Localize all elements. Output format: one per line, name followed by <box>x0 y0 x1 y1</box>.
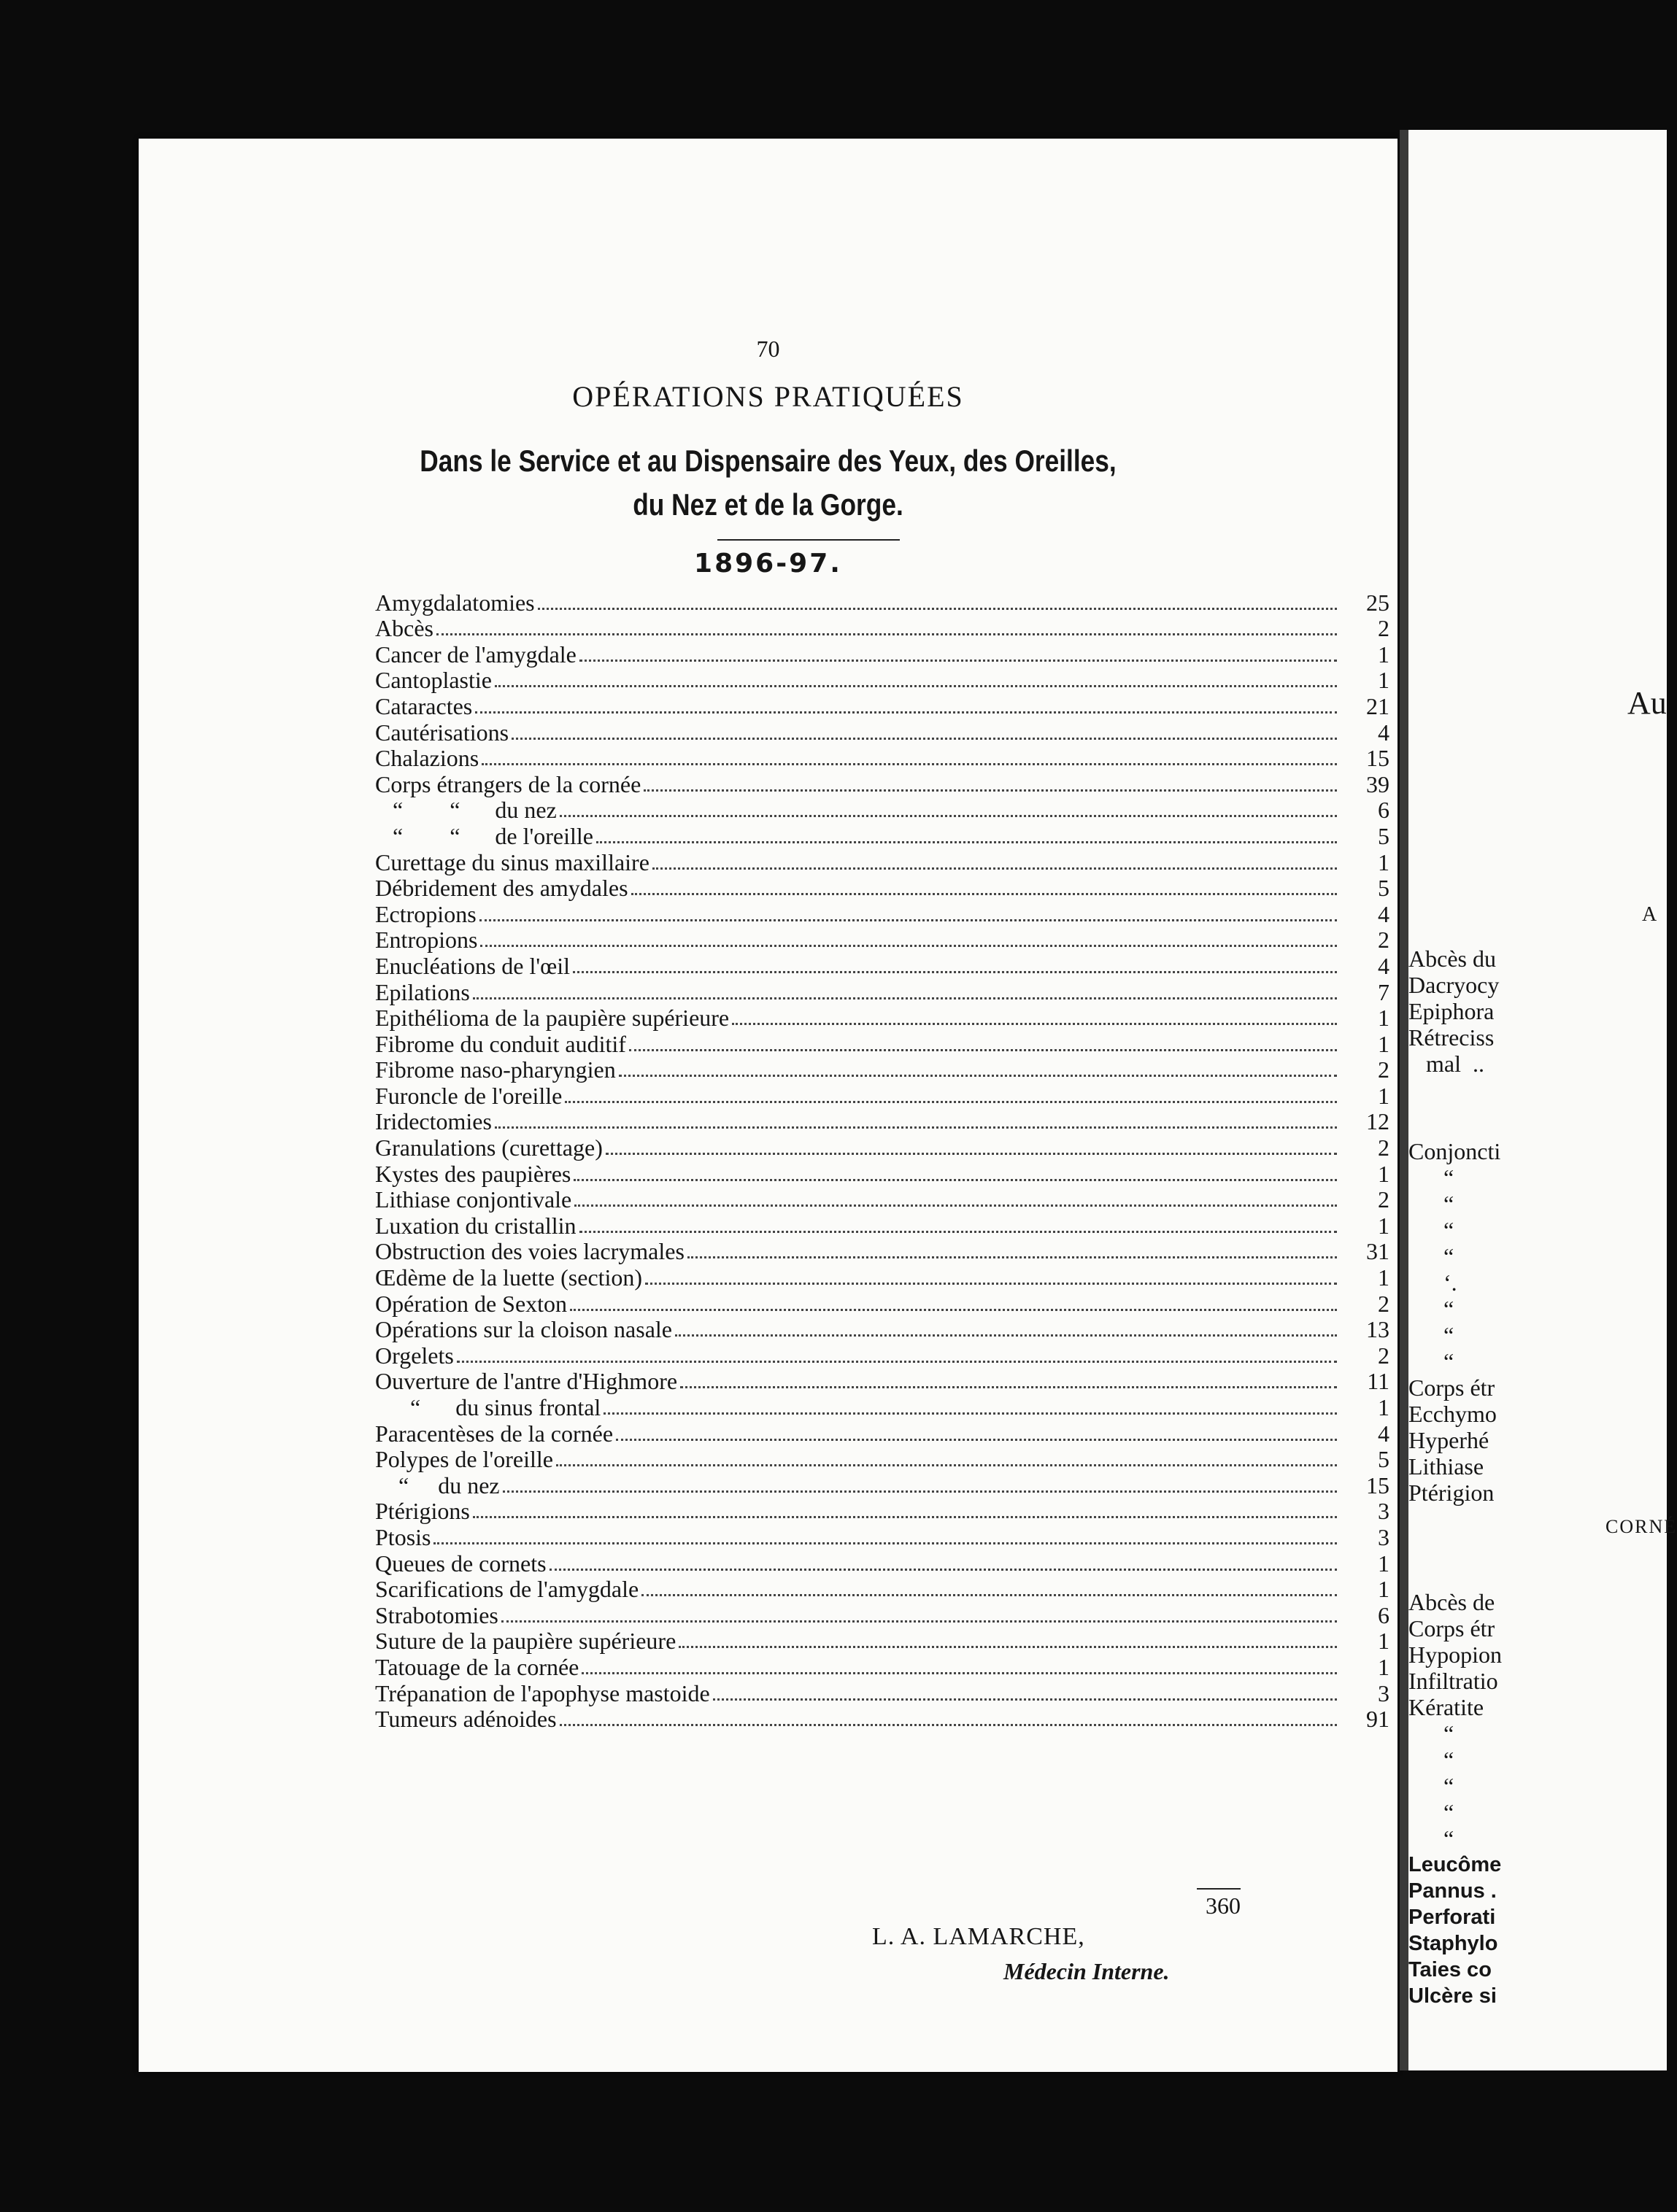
operation-label: Orgelets <box>375 1342 454 1369</box>
right-page-entry: “ <box>1408 1773 1454 1799</box>
operations-list <box>375 589 1389 1732</box>
operation-count: 5 <box>1378 1446 1389 1473</box>
operation-count: 15 <box>1366 745 1389 772</box>
operation-label: Scarifications de l'amygdale <box>375 1576 639 1603</box>
operation-row <box>375 1291 1389 1317</box>
operation-count: 1 <box>1378 641 1389 668</box>
operation-row <box>375 1550 1389 1577</box>
right-page-entry: Rétreciss <box>1408 1024 1495 1051</box>
operation-label: “ du sinus frontal <box>375 1394 601 1420</box>
dot-leader <box>604 1412 1337 1415</box>
operation-row <box>375 823 1389 849</box>
operation-row <box>375 1654 1389 1680</box>
operation-row <box>375 719 1389 746</box>
operation-row <box>375 641 1389 668</box>
operation-row <box>375 1109 1389 1135</box>
operation-count: 3 <box>1378 1523 1389 1550</box>
operation-count: 2 <box>1378 927 1389 954</box>
operation-label: Furoncle de l'oreille <box>375 1082 563 1109</box>
dot-leader <box>495 685 1337 687</box>
operation-row <box>375 927 1389 954</box>
operation-count: 6 <box>1378 1601 1389 1628</box>
operation-label: “ du nez <box>375 1472 500 1498</box>
dot-leader <box>641 1594 1337 1596</box>
operation-count: 2 <box>1378 1134 1389 1161</box>
dot-leader <box>550 1569 1337 1571</box>
operation-label: Trépanation de l'apophyse mastoide <box>375 1679 710 1706</box>
operation-label: Opération de Sexton <box>375 1290 568 1317</box>
operation-count: 1 <box>1378 1030 1389 1057</box>
operation-count: 1 <box>1378 1212 1389 1239</box>
operation-count: 2 <box>1378 1186 1389 1213</box>
operation-row <box>375 1239 1389 1265</box>
dot-leader <box>582 1672 1337 1674</box>
operation-row <box>375 1031 1389 1057</box>
title-divider <box>717 539 900 541</box>
dot-leader <box>560 1724 1337 1726</box>
operation-count: 5 <box>1378 822 1389 849</box>
operation-count: 2 <box>1378 1290 1389 1317</box>
operation-label: Fibrome du conduit auditif <box>375 1030 626 1057</box>
operation-label: Obstruction des voies lacrymales <box>375 1238 685 1265</box>
operation-count: 91 <box>1366 1706 1389 1733</box>
right-page-entry: Corps étr <box>1408 1374 1495 1401</box>
dot-leader <box>503 1490 1337 1493</box>
right-page-entry: ‘. <box>1408 1269 1457 1296</box>
right-page-entry: Dacryocy <box>1408 972 1500 998</box>
operation-count: 11 <box>1367 1368 1389 1395</box>
right-page-partial <box>1400 130 1677 2070</box>
right-page-entry: Ulcère si <box>1408 1984 1497 2008</box>
dot-leader <box>680 1386 1337 1388</box>
subtitle-line-2: du Nez et de la Gorge. <box>633 487 903 522</box>
operation-label: Œdème de la luette (section) <box>375 1264 643 1291</box>
operation-count: 1 <box>1378 1550 1389 1577</box>
right-page-entry: “ <box>1408 1322 1454 1348</box>
operation-row <box>375 1420 1389 1447</box>
right-page-entry: Perforati <box>1408 1906 1496 1929</box>
operation-row <box>375 1213 1389 1239</box>
operation-row <box>375 1447 1389 1473</box>
right-page-entry: “ <box>1408 1799 1454 1825</box>
dot-leader <box>480 945 1337 947</box>
dot-leader <box>616 1439 1337 1441</box>
operation-label: “ “ de l'oreille <box>375 822 593 849</box>
operation-row <box>375 1706 1389 1733</box>
operation-count: 5 <box>1378 875 1389 902</box>
right-page-entry: “ <box>1408 1243 1454 1269</box>
dot-leader <box>574 1204 1337 1207</box>
operation-label: Corps étrangers de la cornée <box>375 770 641 797</box>
operation-row <box>375 1369 1389 1395</box>
operation-label: Ectropions <box>375 900 477 927</box>
operation-count: 1 <box>1378 1653 1389 1680</box>
dot-leader <box>644 789 1337 792</box>
operation-label: Lithiase conjontivale <box>375 1186 572 1213</box>
dot-leader <box>433 1542 1337 1544</box>
operation-row <box>375 771 1389 797</box>
dot-leader <box>631 893 1337 895</box>
operation-row <box>375 1498 1389 1525</box>
dot-leader <box>457 1361 1337 1363</box>
operation-label: Entropions <box>375 927 478 954</box>
right-page-entry: Abcès de <box>1408 1589 1495 1615</box>
dot-leader <box>645 1283 1337 1285</box>
operation-count: 15 <box>1366 1472 1389 1498</box>
dot-leader <box>679 1646 1337 1648</box>
operation-count: 2 <box>1378 1342 1389 1369</box>
dot-leader <box>573 971 1337 973</box>
right-page-entry: Lithiase <box>1408 1453 1484 1480</box>
operation-count: 21 <box>1366 692 1389 719</box>
operation-row <box>375 1680 1389 1706</box>
operation-row <box>375 1161 1389 1187</box>
operation-row <box>375 1472 1389 1498</box>
right-page-entry: Hypopion <box>1408 1641 1502 1668</box>
operation-label: Ptosis <box>375 1523 431 1550</box>
operation-label: Opérations sur la cloison nasale <box>375 1316 672 1343</box>
right-page-entry: “ <box>1408 1164 1454 1191</box>
dot-leader <box>479 919 1337 921</box>
dot-leader <box>687 1256 1337 1258</box>
operation-row <box>375 1187 1389 1213</box>
operation-label: Polypes de l'oreille <box>375 1446 553 1473</box>
right-page-entry: Hyperhé <box>1408 1427 1489 1453</box>
right-page-entry: “ <box>1408 1720 1454 1747</box>
operation-row <box>375 901 1389 927</box>
dot-leader <box>579 1231 1338 1233</box>
operation-count: 4 <box>1378 952 1389 979</box>
right-page-entry: “ <box>1408 1296 1454 1322</box>
operation-row <box>375 979 1389 1005</box>
operation-label: Kystes des paupières <box>375 1160 571 1187</box>
operation-label: Curettage du sinus maxillaire <box>375 848 649 875</box>
total-divider <box>1197 1888 1241 1890</box>
right-page-entry: Leucôme <box>1408 1853 1502 1876</box>
right-page-entry: Corps étr <box>1408 1615 1495 1641</box>
right-page-list-3 <box>1408 1589 1667 2009</box>
operation-label: Enucléations de l'œil <box>375 952 571 979</box>
dot-leader <box>570 1309 1337 1311</box>
dot-leader <box>473 1516 1337 1518</box>
operation-count: 1 <box>1378 1576 1389 1603</box>
dot-leader <box>606 1153 1337 1155</box>
operation-count: 1 <box>1378 1160 1389 1187</box>
dot-leader <box>482 763 1337 765</box>
operation-count: 13 <box>1366 1316 1389 1343</box>
operation-count: 4 <box>1378 1420 1389 1447</box>
page-title: OPÉRATIONS PRATIQUÉES <box>572 380 964 413</box>
right-page-entry: Infiltratio <box>1408 1668 1498 1694</box>
dot-leader <box>473 997 1337 999</box>
dot-leader <box>713 1698 1337 1701</box>
dot-leader <box>652 867 1337 870</box>
dot-leader <box>560 815 1337 817</box>
dot-leader <box>475 711 1337 714</box>
signature-name: L. A. LAMARCHE, <box>872 1923 1085 1950</box>
operation-row <box>375 1057 1389 1083</box>
operation-row <box>375 616 1389 642</box>
right-page-entry: Abcès du <box>1408 945 1496 972</box>
operation-count: 6 <box>1378 797 1389 824</box>
right-page-entry: Pannus . <box>1408 1879 1497 1903</box>
operation-count: 7 <box>1378 978 1389 1005</box>
operation-count: 1 <box>1378 848 1389 875</box>
operation-row <box>375 1134 1389 1161</box>
dot-leader <box>495 1126 1337 1129</box>
operation-count: 1 <box>1378 1082 1389 1109</box>
dot-leader <box>574 1179 1337 1181</box>
dot-leader <box>565 1101 1337 1103</box>
operation-label: Epilations <box>375 978 470 1005</box>
operation-row <box>375 1602 1389 1628</box>
right-page-section-heading: CORNÉ <box>1605 1516 1677 1537</box>
year-heading: 1896-97. <box>694 549 842 579</box>
operation-count: 39 <box>1366 770 1389 797</box>
page-subtitle <box>239 439 1297 527</box>
right-page-entry: “ <box>1408 1191 1454 1217</box>
operation-row <box>375 589 1389 616</box>
operation-label: Fibrome naso-pharyngien <box>375 1056 616 1083</box>
operation-label: Strabotomies <box>375 1601 498 1628</box>
operation-row <box>375 1264 1389 1291</box>
dot-leader <box>579 660 1337 662</box>
operation-row <box>375 849 1389 875</box>
dot-leader <box>436 633 1337 635</box>
operation-label: Luxation du cristallin <box>375 1212 577 1239</box>
dot-leader <box>619 1075 1337 1077</box>
right-page-entry: Epiphora <box>1408 998 1495 1024</box>
operation-count: 12 <box>1366 1108 1389 1135</box>
operation-count: 2 <box>1378 1056 1389 1083</box>
right-page-entry: mal .. <box>1408 1051 1484 1077</box>
dot-leader <box>501 1620 1337 1623</box>
operation-row <box>375 1083 1389 1109</box>
subtitle-line-1: Dans le Service et au Dispensaire des Yeux, des Oreilles, <box>420 444 1117 478</box>
operation-row <box>375 668 1389 694</box>
operation-label: Cataractes <box>375 692 473 719</box>
dot-leader <box>556 1464 1337 1466</box>
left-page <box>139 139 1398 2072</box>
operation-label: Ouverture de l'antre d'Highmore <box>375 1368 678 1395</box>
right-page-entry: “ <box>1408 1348 1454 1374</box>
right-page-subheading: A <box>1642 903 1659 926</box>
operation-row <box>375 1342 1389 1369</box>
total-value: 360 <box>1206 1892 1241 1919</box>
operation-row <box>375 693 1389 719</box>
operation-label: Cautérisations <box>375 719 509 746</box>
dot-leader <box>629 1049 1337 1051</box>
right-page-entry: Conjoncti <box>1408 1138 1501 1164</box>
right-page-entry: Staphylo <box>1408 1932 1498 1955</box>
operation-label: Ptérigions <box>375 1498 470 1525</box>
right-page-entry: Kératite <box>1408 1694 1484 1720</box>
operation-count: 1 <box>1378 1394 1389 1420</box>
operation-count: 1 <box>1378 1264 1389 1291</box>
operation-row <box>375 1005 1389 1032</box>
right-page-list-1 <box>1408 945 1667 1077</box>
dot-leader <box>538 608 1337 610</box>
operation-label: Débridement des amydales <box>375 875 628 902</box>
right-page-entry: “ <box>1408 1747 1454 1773</box>
operation-count: 2 <box>1378 615 1389 642</box>
right-page-entry: Ecchymo <box>1408 1401 1497 1427</box>
right-page-list-2 <box>1408 1138 1667 1506</box>
operation-row <box>375 1394 1389 1420</box>
operation-label: Tatouage de la cornée <box>375 1653 579 1680</box>
operation-label: Granulations (curettage) <box>375 1134 603 1161</box>
operation-count: 1 <box>1378 1628 1389 1655</box>
signature-role: Médecin Interne. <box>1003 1958 1170 1984</box>
right-page-heading: Au <box>1627 685 1667 721</box>
operation-row <box>375 1577 1389 1603</box>
operation-row <box>375 953 1389 979</box>
operation-label: Tumeurs adénoides <box>375 1706 557 1733</box>
operation-count: 1 <box>1378 1005 1389 1032</box>
page-number: 70 <box>756 336 780 362</box>
right-page-entry: Taies co <box>1408 1958 1492 1981</box>
operation-count: 25 <box>1366 589 1389 616</box>
operation-count: 31 <box>1366 1238 1389 1265</box>
operation-label: Abcès <box>375 615 433 642</box>
dot-leader <box>732 1023 1337 1025</box>
operation-label: Suture de la paupière supérieure <box>375 1628 676 1655</box>
dot-leader <box>596 841 1337 843</box>
operation-label: Cantoplastie <box>375 667 492 694</box>
operation-label: Cancer de l'amygdale <box>375 641 577 668</box>
operation-row <box>375 1524 1389 1550</box>
operation-label: Iridectomies <box>375 1108 492 1135</box>
operation-count: 1 <box>1378 667 1389 694</box>
dot-leader <box>512 738 1337 740</box>
operation-count: 3 <box>1378 1498 1389 1525</box>
dot-leader <box>675 1334 1337 1337</box>
operation-row <box>375 1317 1389 1343</box>
operation-label: “ “ du nez <box>375 797 557 824</box>
operation-row <box>375 797 1389 824</box>
operation-count: 4 <box>1378 719 1389 746</box>
operation-label: Epithélioma de la paupière supérieure <box>375 1005 730 1032</box>
right-page-entry: Ptérigion <box>1408 1480 1495 1506</box>
operation-label: Amygdalatomies <box>375 589 535 616</box>
operation-label: Chalazions <box>375 745 479 772</box>
right-page-entry: “ <box>1408 1825 1454 1852</box>
operation-row <box>375 1628 1389 1655</box>
operation-label: Paracentèses de la cornée <box>375 1420 614 1447</box>
operation-row <box>375 875 1389 902</box>
operation-label: Queues de cornets <box>375 1550 547 1577</box>
operation-row <box>375 746 1389 772</box>
operation-count: 4 <box>1378 900 1389 927</box>
right-page-entry: “ <box>1408 1217 1454 1243</box>
operation-count: 3 <box>1378 1679 1389 1706</box>
